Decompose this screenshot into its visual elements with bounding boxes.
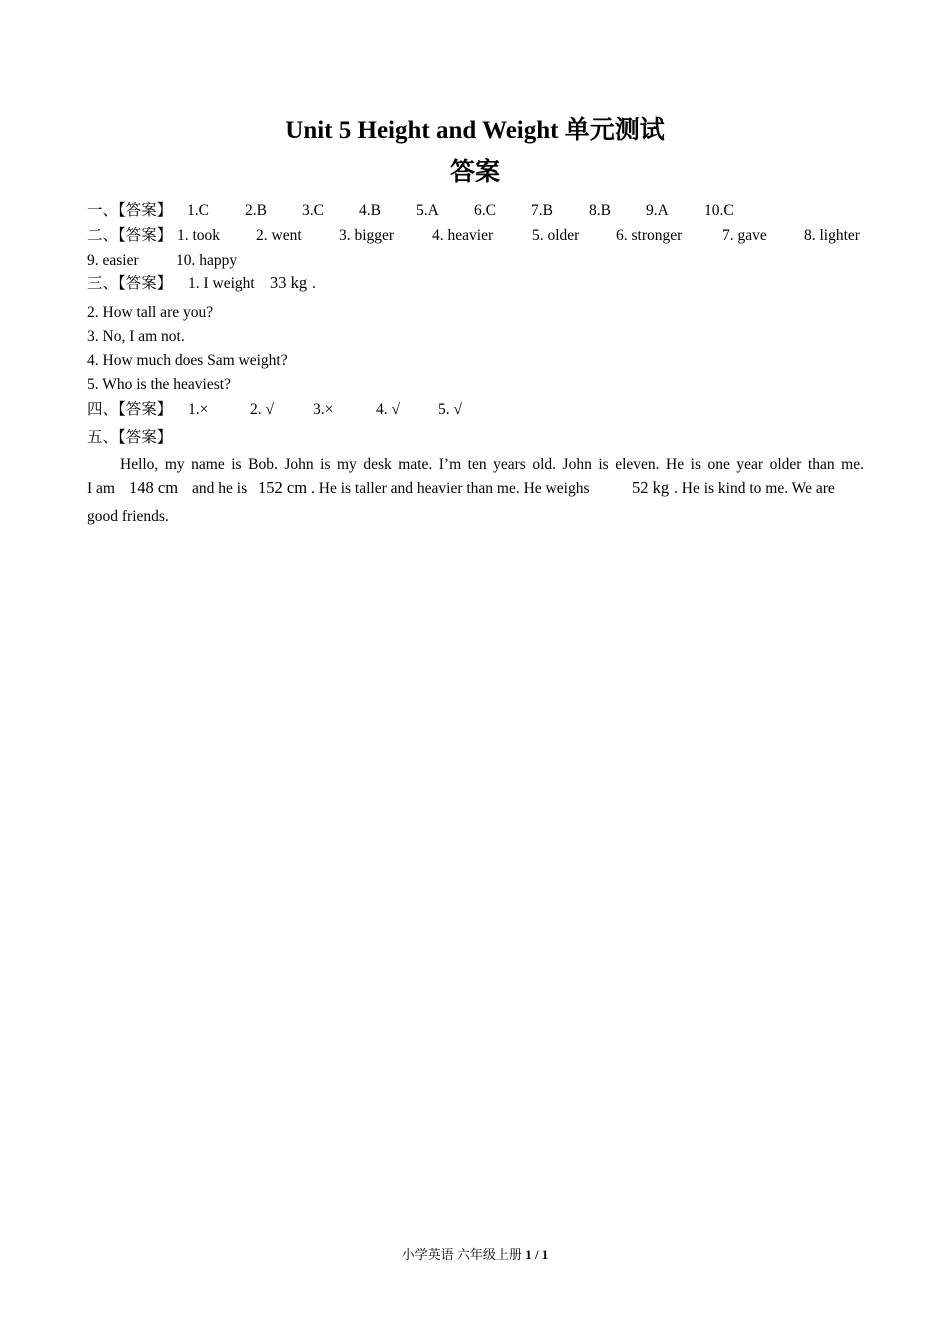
answer-item: 4.B — [359, 202, 381, 219]
answer-item: 6.C — [474, 202, 496, 219]
answer-item: 5.A — [416, 202, 439, 219]
weight-value: 33 kg — [270, 273, 308, 292]
answer-item: 4. How much does Sam weight? — [87, 352, 288, 369]
section-4-head: 四、【答案】 — [87, 401, 173, 418]
page-number: 1 / 1 — [525, 1247, 549, 1262]
answer-item: 3.× — [313, 401, 334, 418]
passage-text: I am — [87, 480, 115, 497]
answer-item: 7.B — [531, 202, 553, 219]
answer-item: 1. took — [177, 227, 221, 244]
section-3-head: 三、【答案】 — [87, 275, 173, 292]
answer-item: 1.× — [188, 401, 209, 418]
passage-line-3: good friends. — [87, 508, 169, 525]
passage-line-1: Hello, my name is Bob. John is my desk mate. I’m ten years old. John is eleven. He is one year older than me. — [120, 456, 864, 473]
weight-value-john: 52 kg — [632, 478, 670, 497]
answer-item: 5. Who is the heaviest? — [87, 376, 231, 393]
passage-text: and he is — [192, 480, 248, 497]
answer-item: 7. gave — [722, 227, 767, 244]
footer-text: 小学英语 六年级上册 — [401, 1247, 522, 1262]
passage-text: . He is taller and heavier than me. He weighs — [311, 480, 590, 497]
answer-item: 2. How tall are you? — [87, 304, 214, 321]
page-subtitle: 答案 — [449, 159, 500, 186]
answer-item: 10. happy — [176, 252, 238, 269]
answer-item: 9.A — [646, 202, 669, 219]
answer-item: 3.C — [302, 202, 324, 219]
page-footer — [0, 1246, 950, 1264]
answer-item: 2. √ — [250, 401, 275, 418]
answer-item: 8. lighter — [804, 227, 860, 244]
answer-item: 5. √ — [438, 401, 463, 418]
answer-item: 5. older — [532, 227, 580, 244]
section-1-head: 一、【答案】 — [87, 202, 173, 219]
answer-item: 3. bigger — [339, 227, 395, 244]
answer-item: 8.B — [589, 202, 611, 219]
answer-item: 1.C — [187, 202, 209, 219]
answer-item: 3. No, I am not. — [87, 328, 185, 345]
answer-item: 2.B — [245, 202, 267, 219]
answer-item: 9. easier — [87, 252, 139, 269]
answer-item: 4. √ — [376, 401, 401, 418]
answer-item: 4. heavier — [432, 227, 494, 244]
answer-item: . — [312, 275, 316, 292]
section-2-head: 二、【答案】 — [87, 227, 173, 244]
height-value-john: 152 cm — [258, 478, 308, 497]
passage-text: . He is kind to me. We are — [674, 480, 835, 497]
answer-item: 10.C — [704, 202, 734, 219]
section-5-head: 五、【答案】 — [87, 429, 173, 446]
answer-item: 1. I weight — [188, 275, 255, 292]
answer-item: 2. went — [256, 227, 302, 244]
page-title: Unit 5 Height and Weight 单元测试 — [285, 117, 665, 144]
answer-item: 6. stronger — [616, 227, 683, 244]
height-value-bob: 148 cm — [129, 478, 179, 497]
